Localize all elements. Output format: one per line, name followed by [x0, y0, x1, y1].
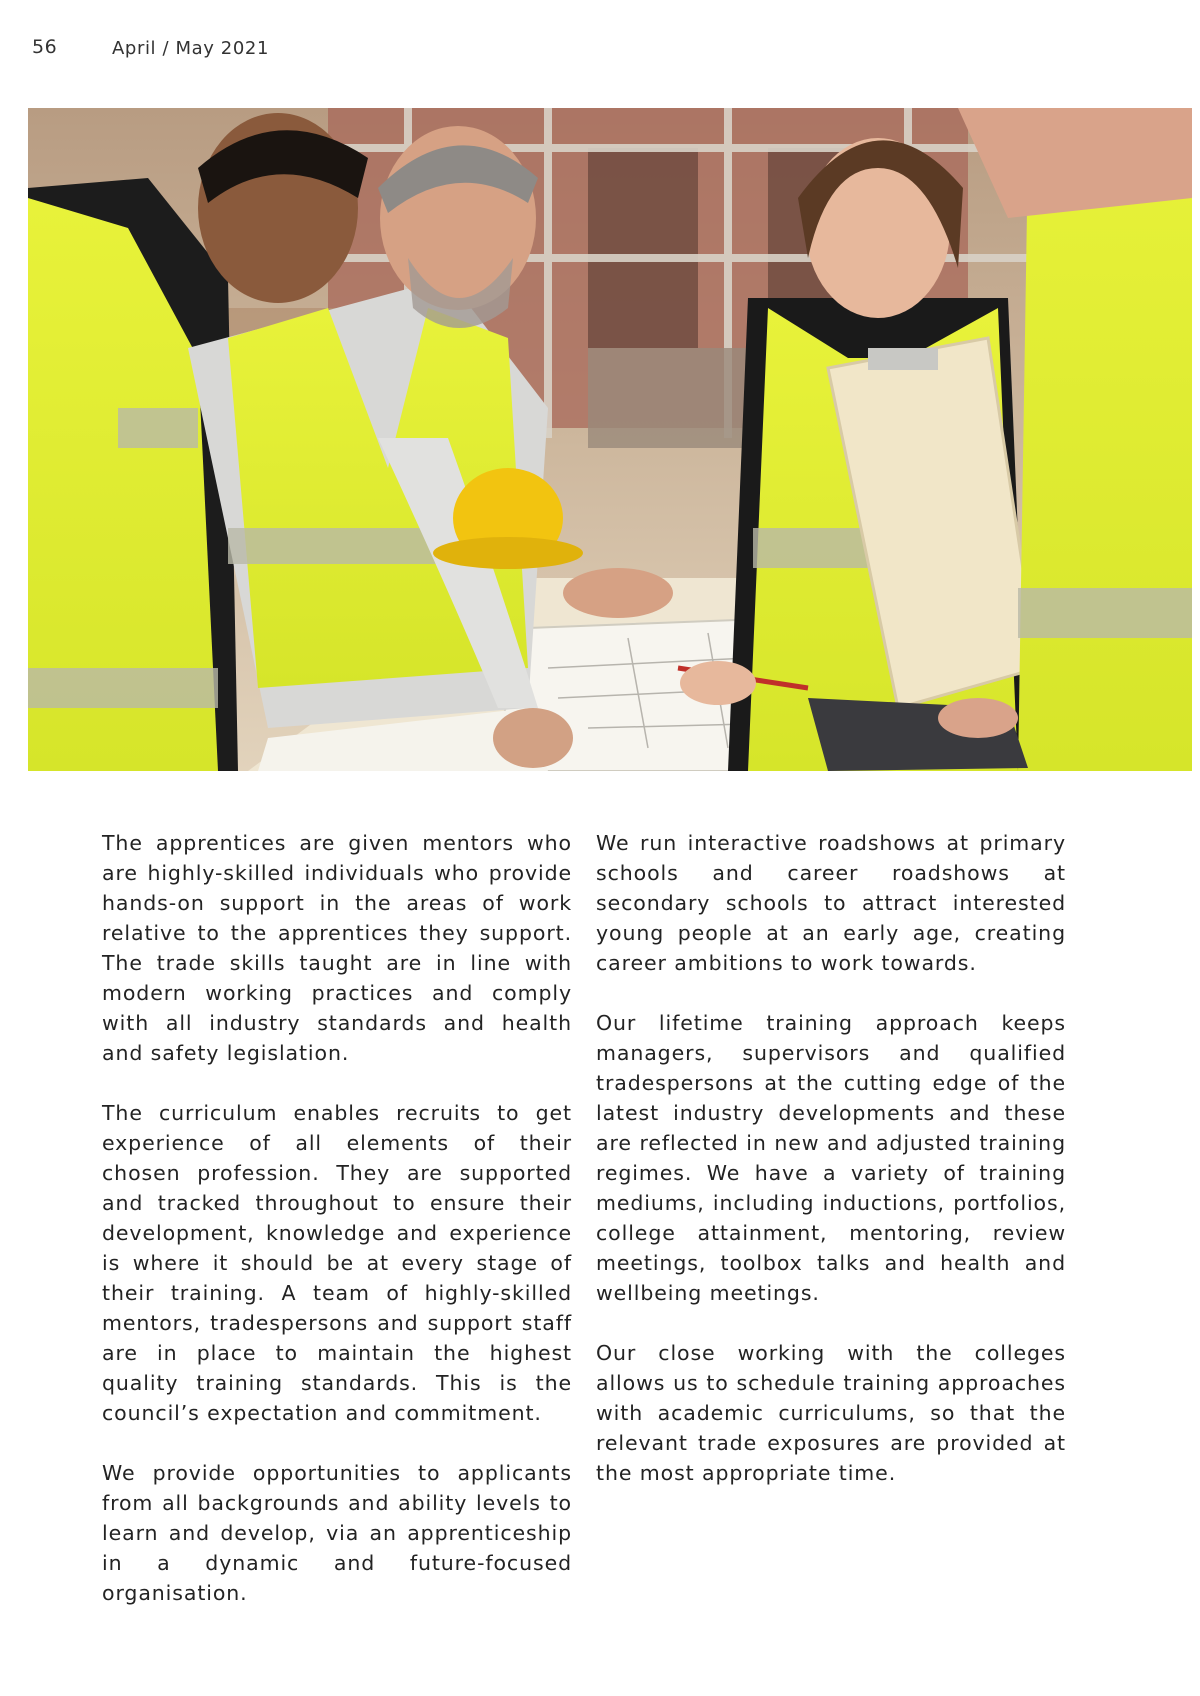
paragraph: We run interactive roadshows at primary schools and career roadshows at secondary schools to attract interested young people at an early age, creating career ambitions to work towards.	[596, 831, 1066, 975]
article-body	[102, 828, 1066, 1638]
construction-apprentices-photo	[28, 108, 1192, 771]
page-number: 56	[32, 36, 58, 58]
left-column	[102, 828, 572, 1638]
issue-date: April / May 2021	[112, 38, 269, 59]
paragraph: Our close working with the colleges allows us to schedule training approaches with academic curriculums, so that the relevant trade exposures are provided at the most appropriate time.	[596, 1341, 1066, 1485]
paragraph: Our lifetime training approach keeps managers, supervisors and qualified tradespersons at the cutting edge of the latest industry developments and these are reflected in new and adjusted training regimes. We have a variety of training mediums, including inductions, portfolios, college attainment, mentoring, review meetings, toolbox talks and health and wellbeing meetings.	[596, 1011, 1066, 1305]
paragraph: We provide opportunities to applicants from all backgrounds and ability levels to learn and develop, via an apprenticeship in a dynamic and future-focused organisation.	[102, 1461, 572, 1605]
right-column	[596, 828, 1066, 1638]
paragraph: The curriculum enables recruits to get experience of all elements of their chosen profession. They are supported and tracked throughout to ensure their development, knowledge and experience is where it should be at every stage of their training. A team of highly-skilled mentors, tradespersons and support staff are in place to maintain the highest quality training standards. This is the council’s expectation and commitment.	[102, 1101, 572, 1425]
paragraph: The apprentices are given mentors who are highly-skilled individuals who provide hands-on support in the areas of work relative to the apprentices they support. The trade skills taught are in line with modern working practices and comply with all industry standards and health and safety legislation.	[102, 831, 572, 1065]
